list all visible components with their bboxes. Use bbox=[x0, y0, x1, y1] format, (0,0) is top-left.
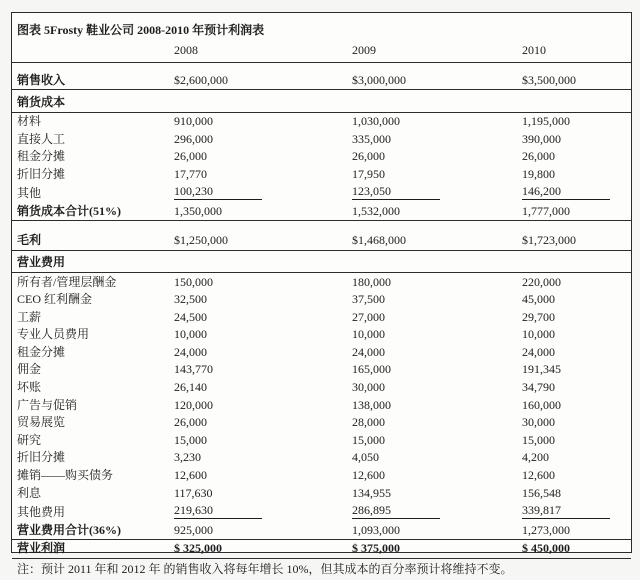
footnote: 注：预计 2011 年和 2012 年 的销售收入将每年增长 10%，但其成本的百分率预计将维持不变。 bbox=[17, 562, 513, 577]
row-label: 折旧分摊 bbox=[17, 450, 66, 465]
year-header-2009: 2009 bbox=[352, 43, 376, 57]
value-cell bbox=[352, 311, 522, 324]
table-row bbox=[12, 309, 631, 327]
cell-value: 30,000 bbox=[522, 415, 555, 430]
table-row bbox=[12, 273, 631, 291]
value-cell bbox=[522, 451, 631, 464]
cell-value: $3,000,000 bbox=[352, 73, 406, 87]
value-cell bbox=[174, 311, 352, 324]
year-header-2008: 2008 bbox=[174, 43, 198, 57]
table-row bbox=[12, 540, 631, 559]
cell-value: 28,000 bbox=[352, 415, 385, 430]
cell-value: 34,790 bbox=[522, 380, 555, 395]
cell-value: 120,000 bbox=[174, 397, 213, 412]
value-cell bbox=[522, 363, 631, 376]
row-label: 其他 bbox=[17, 186, 42, 201]
row-label: 营业费用合计(36%) bbox=[17, 522, 121, 537]
value-cell bbox=[352, 399, 522, 412]
value-cell bbox=[522, 168, 631, 181]
table-row bbox=[12, 63, 631, 90]
row-label: 毛利 bbox=[17, 233, 42, 248]
cell-value: 15,000 bbox=[352, 432, 385, 447]
cell-value: 286,895 bbox=[352, 504, 440, 519]
value-cell bbox=[174, 328, 352, 341]
value-cell bbox=[352, 381, 522, 394]
cell-value: 19,800 bbox=[522, 166, 555, 181]
row-label: 贸易展览 bbox=[17, 415, 66, 430]
cell-value: 335,000 bbox=[352, 131, 391, 146]
value-cell bbox=[522, 504, 631, 519]
cell-value: 156,548 bbox=[522, 485, 561, 500]
cell-value: 1,777,000 bbox=[522, 204, 570, 219]
row-label: 租金分摊 bbox=[17, 344, 66, 359]
cell-value: 15,000 bbox=[522, 432, 555, 447]
cell-value: 10,000 bbox=[522, 327, 555, 342]
value-cell bbox=[352, 234, 522, 247]
cell-value: 100,230 bbox=[174, 185, 262, 200]
year-header-2010: 2010 bbox=[522, 43, 546, 57]
table-row bbox=[12, 326, 631, 344]
value-cell bbox=[522, 487, 631, 500]
table-row bbox=[12, 502, 631, 522]
cell-value: 15,000 bbox=[174, 432, 207, 447]
value-cell bbox=[352, 276, 522, 289]
value-cell bbox=[352, 346, 522, 359]
value-cell bbox=[352, 504, 522, 519]
cell-value: 138,000 bbox=[352, 397, 391, 412]
value-cell bbox=[352, 150, 522, 163]
value-cell bbox=[174, 276, 352, 289]
value-cell bbox=[522, 311, 631, 324]
value-cell bbox=[174, 487, 352, 500]
cell-value: 32,500 bbox=[174, 292, 207, 307]
row-label: 广告与促销 bbox=[17, 397, 78, 412]
table-row bbox=[12, 148, 631, 166]
row-label: 工薪 bbox=[17, 309, 42, 324]
cell-value: 339,817 bbox=[522, 504, 610, 519]
value-cell bbox=[174, 133, 352, 146]
table-row bbox=[12, 344, 631, 362]
cell-value: 30,000 bbox=[352, 380, 385, 395]
cell-value: 4,200 bbox=[522, 450, 549, 465]
cell-value: 37,500 bbox=[352, 292, 385, 307]
value-cell bbox=[522, 205, 631, 218]
value-cell bbox=[352, 469, 522, 482]
row-label: 坏账 bbox=[17, 380, 42, 395]
value-cell bbox=[522, 185, 631, 200]
value-cell bbox=[174, 524, 352, 537]
section-label: 营业费用 bbox=[17, 255, 66, 270]
table-row bbox=[12, 467, 631, 485]
cell-value: 12,600 bbox=[352, 467, 385, 482]
value-cell bbox=[352, 524, 522, 537]
row-label: 利息 bbox=[17, 485, 42, 500]
cell-value: 925,000 bbox=[174, 522, 213, 537]
value-cell bbox=[352, 363, 522, 376]
section-label: 销货成本 bbox=[17, 94, 66, 109]
value-cell bbox=[352, 487, 522, 500]
cell-value: 1,195,000 bbox=[522, 114, 570, 129]
cell-value: 1,093,000 bbox=[352, 522, 400, 537]
value-cell bbox=[174, 115, 352, 128]
value-cell bbox=[522, 276, 631, 289]
cell-value: 29,700 bbox=[522, 309, 555, 324]
cell-value: 17,770 bbox=[174, 166, 207, 181]
value-cell bbox=[174, 293, 352, 306]
row-label: 销货成本合计(51%) bbox=[17, 204, 121, 219]
value-cell bbox=[174, 504, 352, 519]
value-cell bbox=[174, 399, 352, 412]
cell-value: 24,500 bbox=[174, 309, 207, 324]
value-cell bbox=[352, 293, 522, 306]
value-cell bbox=[174, 185, 352, 200]
cell-value: 26,000 bbox=[522, 149, 555, 164]
cell-value: 10,000 bbox=[174, 327, 207, 342]
value-cell bbox=[522, 346, 631, 359]
cell-value: 10,000 bbox=[352, 327, 385, 342]
value-cell bbox=[522, 234, 631, 247]
table-row bbox=[12, 484, 631, 502]
table-row bbox=[12, 113, 631, 131]
value-cell bbox=[522, 399, 631, 412]
cell-value: 143,770 bbox=[174, 362, 213, 377]
value-cell bbox=[174, 451, 352, 464]
income-statement-table bbox=[11, 12, 632, 577]
value-cell bbox=[522, 416, 631, 429]
row-label: 摊销——购买债务 bbox=[17, 467, 114, 482]
cell-value: $ 375,000 bbox=[352, 541, 400, 556]
cell-value: 26,000 bbox=[352, 149, 385, 164]
cell-value: 150,000 bbox=[174, 274, 213, 289]
cell-value: 191,345 bbox=[522, 362, 561, 377]
value-cell bbox=[522, 293, 631, 306]
table-row bbox=[12, 379, 631, 397]
cell-value: 117,630 bbox=[174, 485, 213, 500]
table-row bbox=[12, 414, 631, 432]
cell-value: $1,723,000 bbox=[522, 233, 576, 248]
value-cell bbox=[352, 74, 522, 87]
table-row bbox=[12, 396, 631, 414]
cell-value: 390,000 bbox=[522, 131, 561, 146]
value-cell bbox=[352, 328, 522, 341]
cell-value: 134,955 bbox=[352, 485, 391, 500]
cell-value: 12,600 bbox=[174, 467, 207, 482]
cell-value: 26,000 bbox=[174, 149, 207, 164]
cell-value: 45,000 bbox=[522, 292, 555, 307]
value-cell bbox=[352, 168, 522, 181]
row-label: 所有者/管理层酬金 bbox=[17, 274, 117, 289]
row-label: 租金分摊 bbox=[17, 149, 66, 164]
cell-value: 3,230 bbox=[174, 450, 201, 465]
section-header-row bbox=[12, 251, 631, 274]
row-label: 营业利润 bbox=[17, 541, 66, 556]
cell-value: 180,000 bbox=[352, 274, 391, 289]
cell-value: $3,500,000 bbox=[522, 73, 576, 87]
table-row bbox=[12, 291, 631, 309]
cell-value: 17,950 bbox=[352, 166, 385, 181]
row-label: 折旧分摊 bbox=[17, 166, 66, 181]
cell-value: 1,030,000 bbox=[352, 114, 400, 129]
cell-value: $ 450,000 bbox=[522, 541, 570, 556]
table-row bbox=[12, 166, 631, 184]
cell-value: 296,000 bbox=[174, 131, 213, 146]
row-label: 研究 bbox=[17, 432, 42, 447]
cell-value: 24,000 bbox=[174, 344, 207, 359]
cell-value: 220,000 bbox=[522, 274, 561, 289]
value-cell bbox=[174, 74, 352, 87]
table-row bbox=[12, 131, 631, 149]
table-body bbox=[12, 63, 631, 559]
value-cell bbox=[522, 469, 631, 482]
value-cell bbox=[174, 168, 352, 181]
cell-value: 1,350,000 bbox=[174, 204, 222, 219]
cell-value: $1,468,000 bbox=[352, 233, 406, 248]
table-row bbox=[12, 203, 631, 222]
value-cell bbox=[174, 469, 352, 482]
row-label: 销售收入 bbox=[17, 73, 66, 87]
cell-value: 26,140 bbox=[174, 380, 207, 395]
table-row bbox=[12, 221, 631, 250]
cell-value: 219,630 bbox=[174, 504, 262, 519]
value-cell bbox=[522, 150, 631, 163]
value-cell bbox=[352, 542, 522, 555]
value-cell bbox=[352, 416, 522, 429]
cell-value: 24,000 bbox=[352, 344, 385, 359]
value-cell bbox=[352, 185, 522, 200]
value-cell bbox=[174, 381, 352, 394]
cell-value: 165,000 bbox=[352, 362, 391, 377]
cell-value: 27,000 bbox=[352, 309, 385, 324]
row-label: 直接人工 bbox=[17, 131, 66, 146]
cell-value: 123,050 bbox=[352, 185, 440, 200]
cell-value: 1,532,000 bbox=[352, 204, 400, 219]
cell-value: 910,000 bbox=[174, 114, 213, 129]
value-cell bbox=[352, 205, 522, 218]
cell-value: 146,200 bbox=[522, 185, 610, 200]
value-cell bbox=[522, 133, 631, 146]
value-cell bbox=[522, 115, 631, 128]
value-cell bbox=[174, 363, 352, 376]
table-row bbox=[12, 432, 631, 450]
table-title: 图表 5Frosty 鞋业公司 2008-2010 年预计利润表 bbox=[17, 23, 265, 37]
table-row bbox=[12, 522, 631, 541]
value-cell bbox=[174, 205, 352, 218]
value-cell bbox=[522, 328, 631, 341]
value-cell bbox=[174, 234, 352, 247]
cell-value: 1,273,000 bbox=[522, 522, 570, 537]
value-cell bbox=[174, 434, 352, 447]
table-row bbox=[12, 361, 631, 379]
cell-value: 24,000 bbox=[522, 344, 555, 359]
value-cell bbox=[522, 381, 631, 394]
value-cell bbox=[522, 524, 631, 537]
cell-value: 4,050 bbox=[352, 450, 379, 465]
value-cell bbox=[352, 451, 522, 464]
row-label: 佣金 bbox=[17, 362, 42, 377]
cell-value: 12,600 bbox=[522, 467, 555, 482]
row-label: CEO 红利酬金 bbox=[17, 292, 93, 307]
cell-value: $2,600,000 bbox=[174, 73, 228, 87]
cell-value: 26,000 bbox=[174, 415, 207, 430]
value-cell bbox=[522, 74, 631, 87]
value-cell bbox=[174, 346, 352, 359]
value-cell bbox=[352, 434, 522, 447]
cell-value: 160,000 bbox=[522, 397, 561, 412]
table-row bbox=[12, 183, 631, 203]
value-cell bbox=[174, 542, 352, 555]
row-label: 材料 bbox=[17, 114, 42, 129]
value-cell bbox=[174, 150, 352, 163]
value-cell bbox=[174, 416, 352, 429]
row-label: 专业人员费用 bbox=[17, 327, 90, 342]
value-cell bbox=[352, 133, 522, 146]
table-row bbox=[12, 449, 631, 467]
cell-value: $1,250,000 bbox=[174, 233, 228, 248]
value-cell bbox=[522, 542, 631, 555]
cell-value: $ 325,000 bbox=[174, 541, 222, 556]
value-cell bbox=[522, 434, 631, 447]
row-label: 其他费用 bbox=[17, 505, 66, 520]
year-header-row bbox=[12, 42, 631, 63]
section-header-row bbox=[12, 90, 631, 113]
value-cell bbox=[352, 115, 522, 128]
